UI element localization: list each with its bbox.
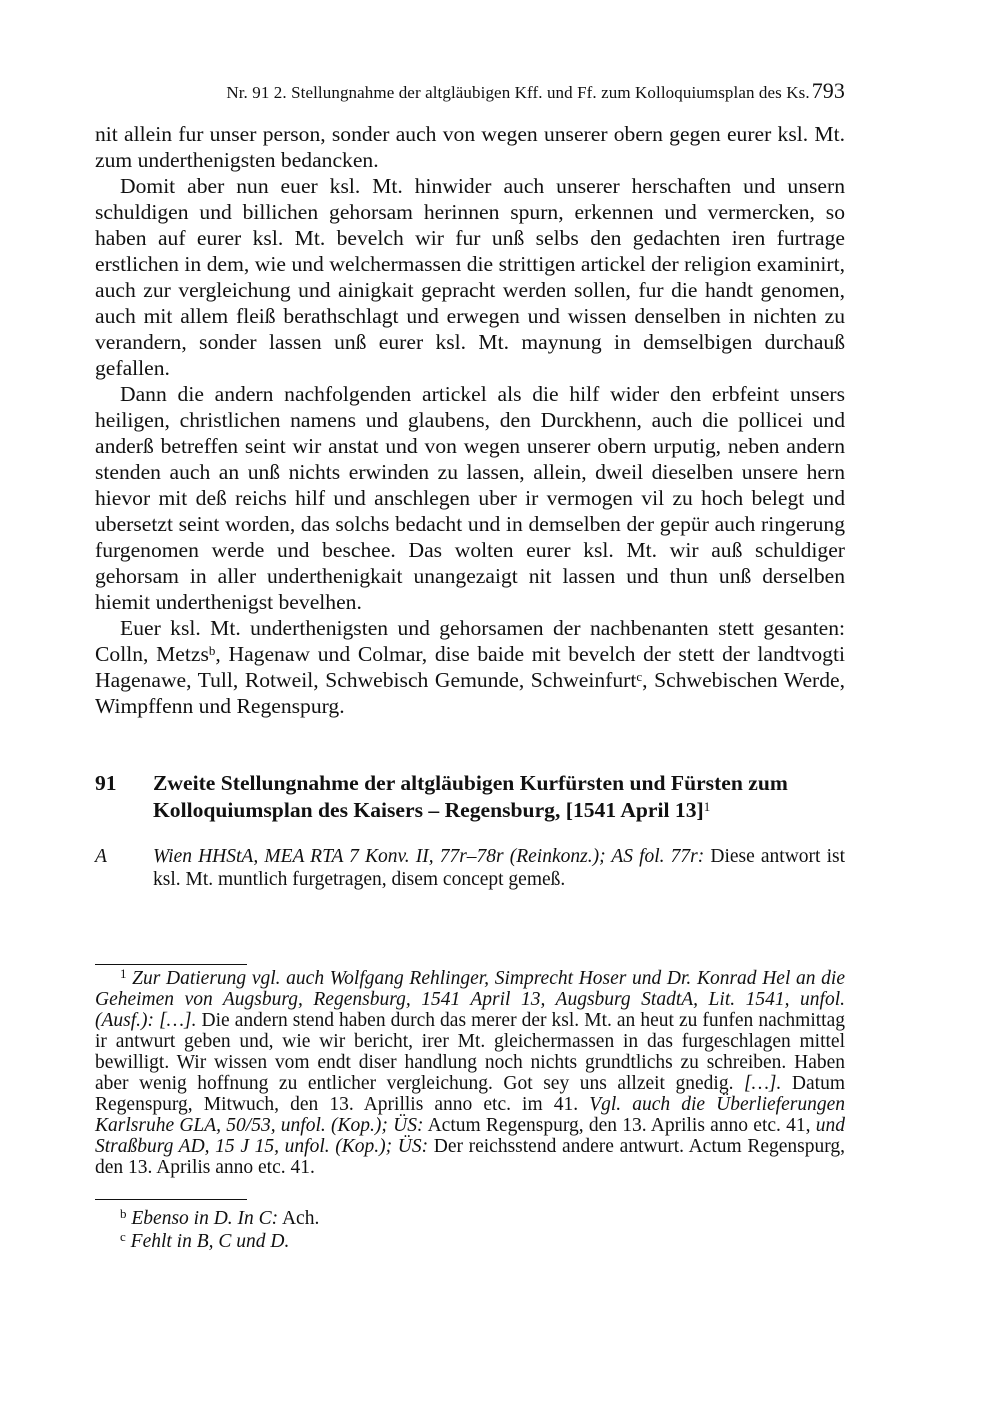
paragraph-1: nit allein fur unser person, sonder auch von wegen unserer obern gegen eurer ksl. Mt. zum underthenigsten bedancken.: [95, 122, 845, 172]
source-siglum: A: [95, 846, 107, 867]
footnote-ref-b: b: [208, 643, 216, 658]
paragraph-4-part-a: Euer ksl. Mt. underthenigsten und gehorsamen der nachbenanten stett gesanten: Colln, Metzs: [95, 616, 845, 666]
paragraph-4-part-c: , Schwebischen Werde, Wimpffenn und Regenspurg.: [95, 668, 845, 718]
footnote-1-text-4: Der reichsstend andere antwurt. Actum Regenspurg, den 13. Aprilis anno etc. 41.: [95, 1136, 845, 1178]
footnote-divider-numeric: [95, 964, 247, 965]
paragraph-2: Domit aber nun euer ksl. Mt. hinwider auch unserer herschaften und unsern schuldigen und billichen gehorsam herinnen spurn, erkennen und vermercken, so haben auf eurer ksl. Mt. bevelch wir fur unß selbs den gedachten iren furtrage erstlichen in dem, wie und welchermassen die strittigen artickel der religion examinirt, auch zur vergleichung und ainigkait gepracht werden sollen, fur die handt genomen, auch mit allem fleiß berathschlagt und erwegen und wissen denselben in nichten zu verandern, sonder lassen unß eurer ksl. Mt. maynung in demselbigen durchauß gefallen.: [95, 174, 845, 380]
footnote-divider-alpha: [95, 1199, 247, 1200]
running-head: [95, 78, 845, 104]
paragraph-4: [95, 615, 845, 719]
footnote-1-italic-3: Vgl. auch die Überlieferungen Karlsruhe GLA, 50/53, unfol. (Kop.); ÜS:: [95, 1094, 845, 1136]
paragraph-4-part-b: , Hagenaw und Colmar, dise baide mit bevelch der stett der landtvogti Hagenawe, Tull, Rotweil, Schwebisch Gemunde, Schweinfurt: [95, 642, 845, 692]
footnote-b-text: Ach.: [278, 1208, 320, 1229]
document-number: 91: [95, 771, 117, 795]
page-number: 793: [811, 78, 845, 103]
footnote-ref-c: c: [636, 669, 643, 684]
footnote-1-italic-2: […].: [733, 1073, 782, 1094]
footnote-1-text-2: Datum Regenspurg, Mitwuch, den 13. Aprillis anno etc. im 41.: [95, 1073, 845, 1115]
footnote-c-italic: Fehlt in B, C und D.: [130, 1231, 290, 1252]
footnote-ref-1: 1: [703, 799, 711, 814]
paragraph-3: Dann die andern nachfolgenden artickel als die hilf wider den erbfeint unsers heiligen, christlichen namens und glaubens, den Durckhenn, auch die pollicei und anderß betreffen seint wir anstat und von wegen unserer obern urputig, neben andern stenden auch an unß nichts erwinden zu lassen, allein, dweil dieselben unsere hern hievor mit deß reichs hilf und anschlegen uber ir vermogen vil zu hoch belegt und ubersetzt seint worden, das solchs bedacht und in demselben der gepür auch ringerung furgenomen werde und beschee. Das wolten eurer ksl. Mt. wir auß schuldiger gehorsam in aller underthenigkait unangezaigt nit lassen und thun unß derselben hiemit underthenigst bevelhen.: [95, 382, 845, 614]
footnote-c: [120, 1230, 289, 1253]
document-title-text: Zweite Stellungnahme der altgläubigen Kurfürsten und Fürsten zum Kolloquiumsplan des Kaisers – Regensburg, [1541 April 13]: [153, 771, 788, 822]
source-text: [153, 845, 845, 891]
footnote-1-marker: 1: [120, 966, 127, 981]
document-title: [153, 770, 845, 824]
footnote-1: [95, 968, 845, 1178]
footnote-1-text-3: Actum Regenspurg, den 13. Aprilis anno etc. 41,: [423, 1115, 811, 1136]
footnote-1-text-1: Die andern stend haben durch das merer der ksl. Mt. an heut zu funfen nachmittag ir antwurt geben und, wie wir bericht, irer Mt. gleichermassen in das furgeschlagen mittel bewilligt. Wir wissen vom endt diser handlung noch nichts grundtlichs zu schreiben. Haben aber wenig hoffnung zu entlicher vergleichung. Got sey uns allzeit gnedig.: [95, 1010, 845, 1094]
main-text: [95, 121, 845, 719]
source-note: [95, 845, 845, 891]
footnote-b: [120, 1207, 319, 1230]
running-head-title: Nr. 91 2. Stellungnahme der altgläubigen Kff. und Ff. zum Kolloquiumsplan des Ks.: [226, 83, 810, 102]
document-heading: [95, 770, 845, 824]
footnote-b-italic: Ebenso in D. In C:: [131, 1208, 279, 1229]
footnote-1-italic-4: und Straßburg AD, 15 J 15, unfol. (Kop.); ÜS:: [95, 1115, 846, 1157]
footnote-1-italic-1: Zur Datierung vgl. auch Wolfgang Rehlinger, Simprecht Hoser und Dr. Konrad Hel an die Geheimen von Augsburg, Regensburg, 1541 April 13, Augsburg StadtA, Lit. 1541, unfol. (Ausf.): […].: [95, 968, 845, 1031]
footnote-c-marker: c: [120, 1229, 126, 1244]
source-remark: Diese antwort ist ksl. Mt. muntlich furgetragen, disem concept gemeß.: [153, 846, 845, 890]
footnote-b-marker: b: [120, 1206, 127, 1221]
source-archive: Wien HHStA, MEA RTA 7 Konv. II, 77r–78r (Reinkonz.); AS fol. 77r:: [153, 846, 705, 867]
